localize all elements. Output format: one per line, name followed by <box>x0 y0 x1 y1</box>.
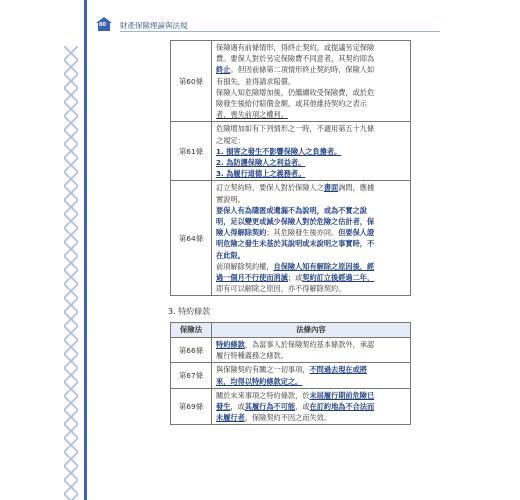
law-content <box>212 338 411 363</box>
content-fragment: ，或 <box>295 402 310 412</box>
law-content <box>212 363 411 388</box>
law-table-1 <box>170 40 411 296</box>
content-line: 保險遇有前條情形，得終止契約，或提議另定保險 <box>216 43 375 52</box>
content-line <box>216 272 406 283</box>
content-fragment: 與保險契約有關之一切事項， <box>216 365 310 375</box>
content-line: 危險增加如有下列情形之一時，不適用第五十九條 <box>216 124 375 134</box>
highlight-text: 書面 <box>323 183 339 193</box>
content-line <box>216 401 406 412</box>
content-line: 者，喪失前項之權利。 <box>216 110 288 120</box>
side-blue-bar <box>84 0 87 500</box>
highlight-text: 特約條款 <box>216 340 245 349</box>
content-line: 要保人有為隱匿或遺漏不為說明，或為不實之說 <box>216 205 367 215</box>
law-article: 第69條 <box>171 388 212 425</box>
law-article: 第60條 <box>171 41 212 122</box>
highlight-text: 契約訂立後經過二年， <box>302 273 375 283</box>
content-fragment: 前項解除契約權， <box>216 261 274 271</box>
content-line <box>216 261 406 272</box>
law-article: 第64條 <box>171 181 212 296</box>
table-header-row <box>171 323 411 338</box>
highlight-text: 其履行為不可能 <box>244 402 296 412</box>
content-line <box>216 390 406 401</box>
law-article: 第61條 <box>171 122 212 181</box>
running-title: 財產保險理論與法規 <box>120 21 188 30</box>
highlight-text: 未履行者 <box>216 413 245 423</box>
content-fragment: ，為當事人於保險契約基本條款外，承認 <box>244 340 375 349</box>
content-line: 履行特種義務之條款。 <box>216 351 288 361</box>
law-table-2 <box>170 322 411 425</box>
content-line <box>216 364 406 375</box>
highlight-text: 未屆履行期前危險已 <box>309 390 375 400</box>
content-fragment: 。但因前條第二項情形終止契約時，保險人如 <box>230 65 375 75</box>
content-line: 保險人知危險增加後，仍繼續收受保險費，或於危 <box>216 87 375 97</box>
table-row <box>171 122 411 181</box>
side-decorative-pattern <box>64 46 78 500</box>
highlight-text: 不問過去現在或將 <box>309 365 367 375</box>
content-fragment: 關於未來事項之特約條款，於 <box>216 390 310 400</box>
table-row <box>171 181 411 296</box>
section-heading: 3. 特約條款 <box>168 307 211 316</box>
law-article: 第67條 <box>171 363 212 388</box>
content-line: 險發生後給付賠償金額，或其他維持契約之表示 <box>216 99 367 109</box>
content-line: 即有可以解除之原因，亦不得解除契約。 <box>216 284 346 294</box>
highlight-text: 終止 <box>216 65 231 75</box>
content-line <box>216 339 406 350</box>
content-line <box>216 227 406 238</box>
content-line: 費。要保人對於另定保險費不同意者，其契約即為 <box>216 54 375 64</box>
content-line: 有損失，並得請求賠償。 <box>216 76 296 86</box>
content-fragment: ；或 <box>287 273 303 283</box>
page-number: 80 <box>99 22 106 28</box>
law-content <box>212 181 411 296</box>
content-line <box>216 182 406 193</box>
table-row <box>171 388 411 425</box>
content-line: 實說明。 <box>216 194 245 204</box>
law-content <box>212 41 411 122</box>
content-line: 之規定： <box>216 135 245 145</box>
content-fragment: ，或 <box>230 402 245 412</box>
highlight-text: 險人得解除契約 <box>216 228 267 238</box>
column-header: 保險法 <box>171 323 212 338</box>
content-fragment: 訂立契約時，要保人對於保險人之 <box>216 183 324 193</box>
highlight-text: 但要保人證 <box>338 228 375 238</box>
content-line <box>216 412 406 423</box>
content-line: 明危險之發生未基於其說明或未說明之事實時，不 <box>216 239 375 249</box>
content-line: 明，足以變更或減少保險人對於危險之估計者，保 <box>216 217 375 227</box>
column-header: 法條內容 <box>212 323 411 338</box>
content-fragment: 詢問，應據 <box>338 183 375 193</box>
content-fragment: ，保險契約不因之而失效。 <box>244 413 332 423</box>
highlight-text: 發生 <box>216 402 231 412</box>
law-content <box>212 388 411 425</box>
highlight-text: 自保險人知有解除之原因後，經 <box>273 261 375 271</box>
highlight-text: 在訂約地為不合法而 <box>309 402 375 412</box>
content-line: 來，均得以特約條款定之。 <box>216 376 303 386</box>
content-line: 3. 為履行道德上之義務者。 <box>216 169 306 179</box>
header-rule <box>120 31 440 32</box>
highlight-text: 過一個月不行使而消滅 <box>216 273 288 283</box>
law-content <box>212 122 411 181</box>
table-row <box>171 41 411 122</box>
law-article: 第66條 <box>171 338 212 363</box>
content-line: 1. 損害之發生不影響保險人之負擔者。 <box>216 146 342 156</box>
content-line <box>216 64 406 75</box>
content-fragment: ；其危險發生後亦同。 <box>266 228 339 238</box>
table-row <box>171 338 411 363</box>
table-row <box>171 363 411 388</box>
content-line: 在此限。 <box>216 250 245 260</box>
content-line: 2. 為防護保險人之利益者。 <box>216 158 306 168</box>
